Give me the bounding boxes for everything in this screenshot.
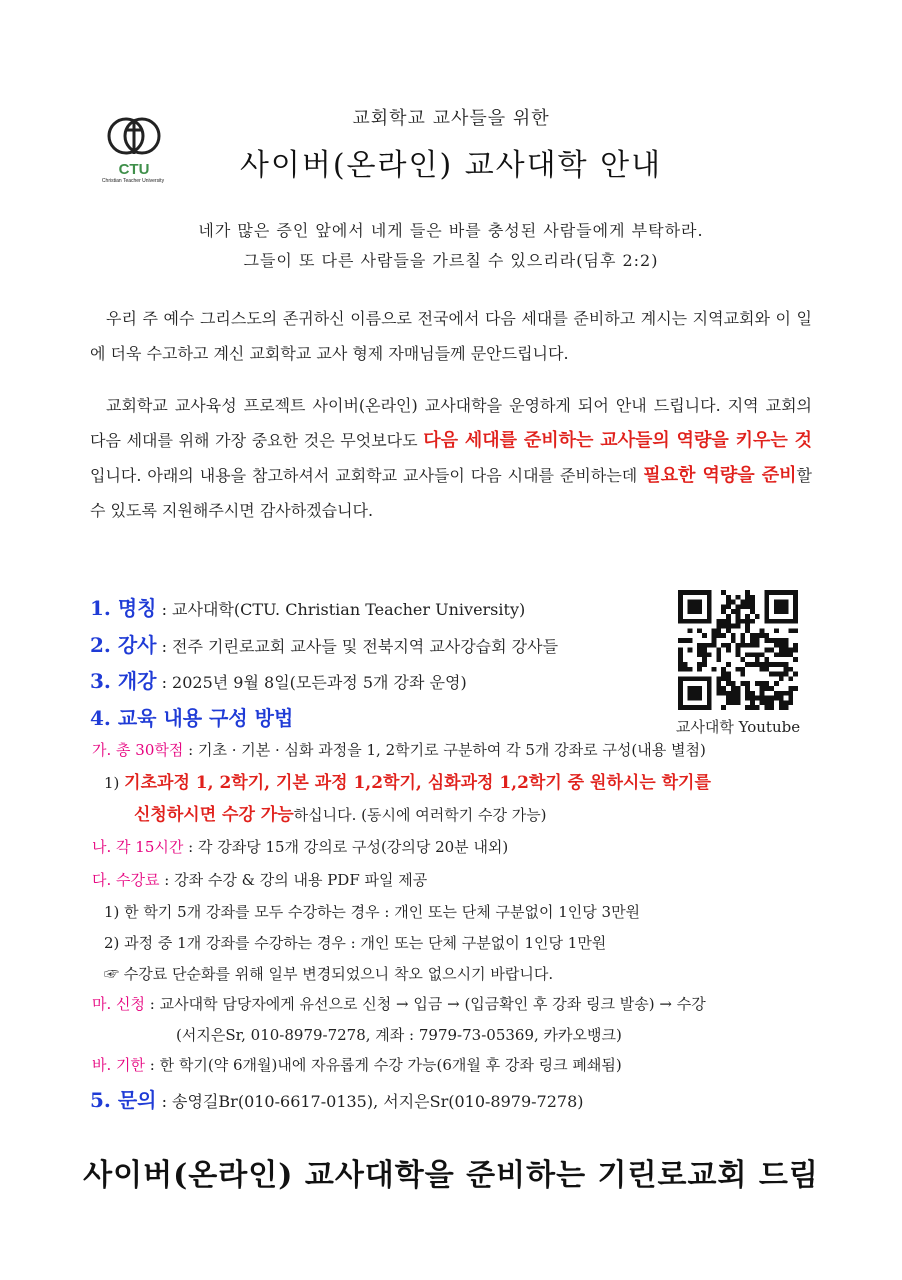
detail-fee: 다. 수강료 : 강좌 수강 & 강의 내용 PDF 파일 제공 xyxy=(92,871,428,889)
detail-deadline: 바. 기한 : 한 학기(약 6개월)내에 자유롭게 수강 가능(6개월 후 강좌 링크 폐쇄됨) xyxy=(92,1056,622,1074)
detail-fee-note: ☞ 수강료 단순화를 위해 일부 변경되었으니 착오 없으시기 바랍니다. xyxy=(104,965,554,983)
detail-hours: 나. 각 15시간 : 각 강좌당 15개 강의로 구성(강의당 20분 내외) xyxy=(92,838,509,856)
item-instructor: 2. 강사 : 전주 기린로교회 교사들 및 전북지역 교사강습회 강사들 xyxy=(90,633,559,657)
logo-tagline: Christian Teacher University xyxy=(101,178,165,184)
qr-label: 교사대학 Youtube xyxy=(675,718,801,736)
item-contact: 5. 문의 : 송영길Br(010-6617-0135), 서지은Sr(010-8979-7278) xyxy=(90,1088,584,1112)
detail-credits: 가. 총 30학점 : 기초 · 기본 · 심화 과정을 1, 2학기로 구분하여 각 5개 강좌로 구성(내용 별첨) xyxy=(92,741,706,759)
item-curriculum: 4. 교육 내용 구성 방법 xyxy=(90,706,294,730)
highlight-capacity: 다음 세대를 준비하는 교사들의 역량을 키우는 것 xyxy=(423,430,812,451)
detail-apply: 마. 신청 : 교사대학 담당자에게 유선으로 신청 → 입금 → (입금확인 후 강좌 링크 발송) → 수강 xyxy=(92,995,706,1013)
verse-line-2: 그들이 또 다른 사람들을 가르칠 수 있으리라(딤후 2:2) xyxy=(243,251,659,270)
page-subtitle: 교회학교 교사들을 위한 xyxy=(352,108,550,129)
item-opening: 3. 개강 : 2025년 9월 8일(모든과정 5개 강좌 운영) xyxy=(90,669,467,693)
intro-paragraph-2: 교회학교 교사육성 프로젝트 사이버(온라인) 교사대학을 운영하게 되어 안내 드립니다. 지역 교회의 다음 세대를 위해 가장 중요한 것은 무엇보다도 다음 세대를 준비하는 교사들의 역량을 키우는 것입니다. 아래의 내용을 참고하셔서 교회학교 교사들이 다음 시대를 준비하는데 필요한 역량을 준비할 수 있도록 지원해주시면 감사하겠습니다. xyxy=(90,396,813,520)
detail-apply-contact: (서지은Sr, 010-8979-7278, 계좌 : 7979-73-05369, 카카오뱅크) xyxy=(176,1026,622,1044)
page-title: 사이버(온라인) 교사대학 안내 xyxy=(239,148,663,183)
detail-fee-1: 1) 한 학기 5개 강좌를 모두 수강하는 경우 : 개인 또는 단체 구분없이 1인당 3만원 xyxy=(104,903,641,921)
verse-line-1: 네가 많은 증인 앞에서 네게 들은 바를 충성된 사람들에게 부탁하라. xyxy=(198,221,704,240)
logo-text: CTU xyxy=(118,161,150,178)
detail-credits-sub1: 1) 기초과정 1, 2학기, 기본 과정 1,2학기, 심화과정 1,2학기 중 원하시는 학기를 xyxy=(104,773,711,793)
detail-fee-2: 2) 과정 중 1개 강좌를 수강하는 경우 : 개인 또는 단체 구분없이 1인당 1만원 xyxy=(104,934,607,952)
detail-credits-sub1-cont: 신청하시면 수강 가능하십니다. (동시에 여러학기 수강 가능) xyxy=(134,805,547,825)
intro-paragraph-1: 우리 주 예수 그리스도의 존귀하신 이름으로 전국에서 다음 세대를 준비하고 계시는 지역교회와 이 일에 더욱 수고하고 계신 교회학교 교사 형제 자매님들께 문안드립니다. xyxy=(90,309,812,363)
item-name: 1. 명칭 : 교사대학(CTU. Christian Teacher University) xyxy=(90,596,526,620)
qr-code[interactable] xyxy=(678,590,798,710)
highlight-prepare: 필요한 역량을 준비 xyxy=(643,465,797,486)
footer-signature: 사이버(온라인) 교사대학을 준비하는 기린로교회 드림 xyxy=(83,1158,819,1193)
